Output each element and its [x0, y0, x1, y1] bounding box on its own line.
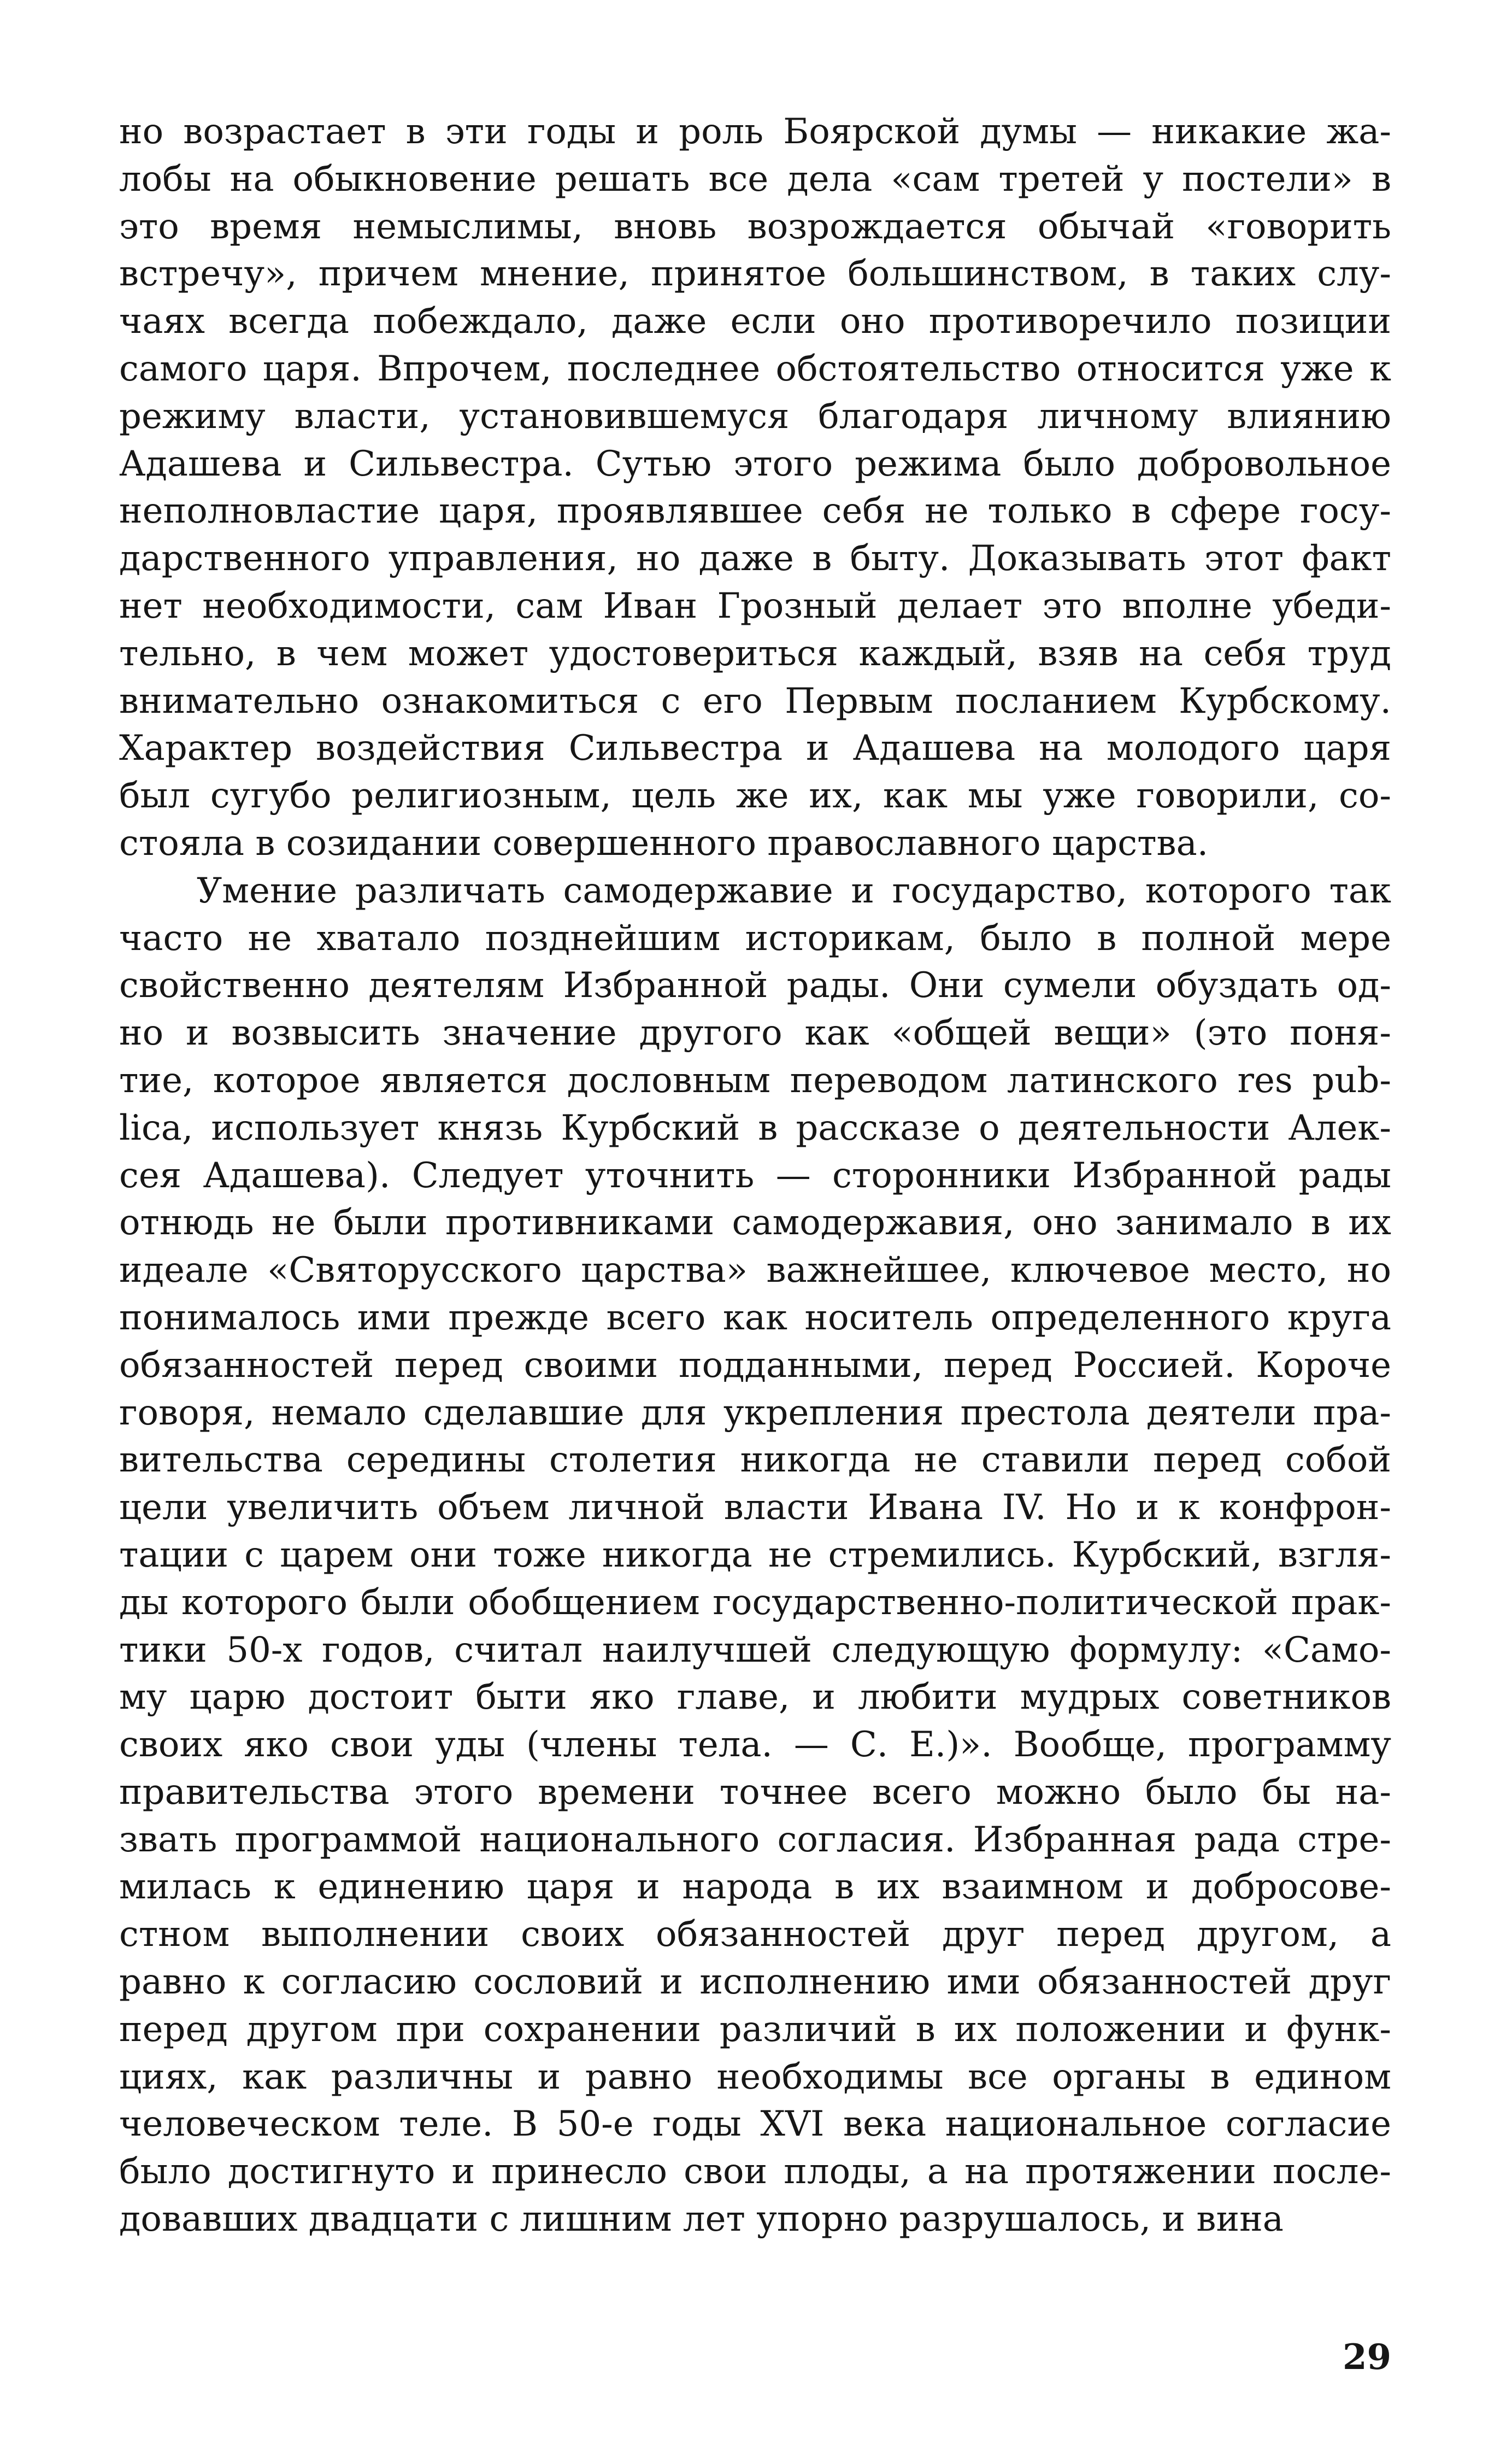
text-line: равно к согласию сословий и исполнению ими обязанностей друг [119, 1962, 1391, 2003]
text-line: нет необходимости, сам Иван Грозный делает это вполне убеди- [119, 585, 1391, 626]
text-line: тации с царем они тоже никогда не стремились. Курбский, взгля- [119, 1534, 1391, 1575]
text-line: режиму власти, установившемуся благодаря личному влиянию [119, 396, 1391, 437]
text-line: отнюдь не были противниками самодержавия, оно занимало в их [119, 1203, 1391, 1244]
text-line: сея Адашева). Следует уточнить — сторонники Избранной рады [119, 1155, 1391, 1196]
text-line: но возрастает в эти годы и роль Боярской думы — никакие жа- [119, 112, 1391, 152]
text-line: своих яко свои уды (члены тела. — С. Е.)». Вообще, программу [119, 1725, 1391, 1766]
text-line: стном выполнении своих обязанностей друг перед другом, а [119, 1914, 1391, 1955]
text-line: был сугубо религиозным, цель же их, как мы уже говорили, со- [119, 776, 1391, 817]
text-line: чаях всегда побеждало, даже если оно противоречило позиции [119, 301, 1391, 342]
text-line: тие, которое является дословным переводом латинского res pub- [119, 1060, 1391, 1101]
text-line: Характер воздействия Сильвестра и Адашева на молодого царя [119, 728, 1391, 769]
text-line: было достигнуто и принесло свои плоды, а на протяжении после- [119, 2151, 1391, 2192]
text-line: часто не хватало позднейшим историкам, было в полной мере [119, 918, 1391, 959]
text-line: тики 50-х годов, считал наилучшей следующую формулу: «Само- [119, 1629, 1391, 1670]
text-line: вительства середины столетия никогда не ставили перед собой [119, 1440, 1391, 1481]
text-line: Умение различать самодержавие и государство, которого так [197, 870, 1391, 911]
text-line: тельно, в чем может удостовериться каждый, взяв на себя труд [119, 633, 1391, 674]
text-line: милась к единению царя и народа в их взаимном и добросове- [119, 1867, 1391, 1908]
text-line: это время немыслимы, вновь возрождается обычай «говорить [119, 206, 1391, 247]
text-line: человеческом теле. В 50-е годы XVI века национальное согласие [119, 2104, 1391, 2145]
text-line: довавших двадцати с лишним лет упорно разрушалось, и вина [119, 2199, 1284, 2240]
text-line: дарственного управления, но даже в быту. Доказывать этот факт [119, 538, 1391, 579]
text-line: Адашева и Сильвестра. Сутью этого режима было добровольное [119, 443, 1391, 484]
text-line: говоря, немало сделавшие для укрепления престола деятели пра- [119, 1392, 1391, 1433]
text-line: свойственно деятелям Избранной рады. Они сумели обуздать од- [119, 965, 1391, 1006]
text-line: ды которого были обобщением государственно-политической прак- [119, 1582, 1391, 1623]
text-line: обязанностей перед своими подданными, перед Россией. Короче [119, 1345, 1391, 1386]
text-line: встречу», причем мнение, принятое большинством, в таких слу- [119, 254, 1391, 295]
paragraph-2 [119, 867, 1391, 2243]
text-line: му царю достоит быти яко главе, и любити мудрых советников [119, 1677, 1391, 1718]
text-line: перед другом при сохранении различий в их положении и функ- [119, 2009, 1391, 2050]
text-line: понималось ими прежде всего как носитель определенного круга [119, 1297, 1391, 1338]
text-line: цели увеличить объем личной власти Ивана IV. Но и к конфрон- [119, 1487, 1391, 1528]
text-line: лобы на обыкновение решать все дела «сам третей у постели» в [119, 159, 1391, 200]
text-line: идеале «Святорусского царства» важнейшее, ключевое место, но [119, 1250, 1391, 1291]
text-line: неполновластие царя, проявлявшее себя не только в сфере госу- [119, 491, 1391, 532]
paragraph-1 [119, 108, 1391, 867]
text-line: но и возвысить значение другого как «общей вещи» (это поня- [119, 1013, 1391, 1054]
text-line: правительства этого времени точнее всего можно было бы на- [119, 1772, 1391, 1813]
text-line: внимательно ознакомиться с его Первым посланием Курбскому. [119, 681, 1391, 722]
text-line: циях, как различны и равно необходимы все органы в едином [119, 2056, 1391, 2097]
page-number: 29 [1342, 2337, 1391, 2378]
text-line: lica, использует князь Курбский в рассказе о деятельности Алек- [119, 1107, 1391, 1148]
text-line: звать программой национального согласия. Избранная рада стре- [119, 1819, 1391, 1860]
text-line: самого царя. Впрочем, последнее обстоятельство относится уже к [119, 348, 1391, 389]
body-text [119, 108, 1391, 2243]
text-line: стояла в созидании совершенного православного царства. [119, 823, 1209, 864]
